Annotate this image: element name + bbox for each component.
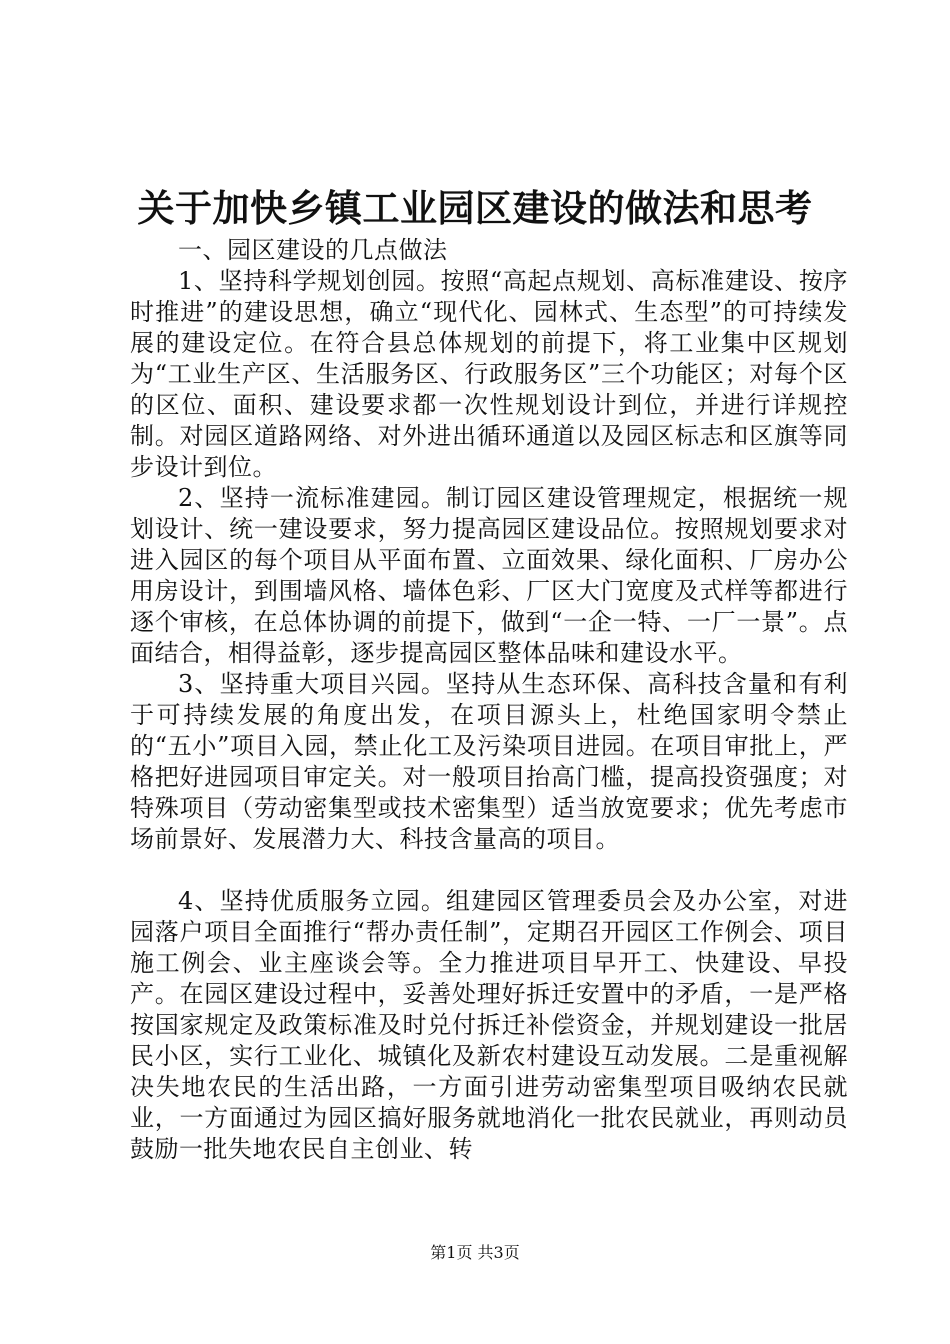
section-heading: 一、园区建设的几点做法 [178, 236, 448, 264]
paragraph-2: 2、坚持一流标准建园。制订园区建设管理规定，根据统一规划设计、统一建设要求，努力提高园区建设品位。按照规划要求对进入园区的每个项目从平面布置、立面效果、绿化面积、厂房办公用房设计，到围墙风格、墙体色彩、厂区大门宽度及式样等都进行逐个审核，在总体协调的前提下，做到“一企一特、一厂一景”。点面结合，相得益彰，逐步提高园区整体品味和建设水平。 [130, 484, 848, 667]
paragraph-3: 3、坚持重大项目兴园。坚持从生态环保、高科技含量和有利于可持续发展的角度出发，在项目源头上，杜绝国家明令禁止的“五小”项目入园，禁止化工及污染项目进园。在项目审批上，严格把好进园项目审定关。对一般项目抬高门槛，提高投资强度；对特殊项目（劳动密集型或技术密集型）适当放宽要求；优先考虑市场前景好、发展潜力大、科技含量高的项目。 [130, 670, 848, 853]
document-body [130, 235, 848, 1165]
paragraph-4: 4、坚持优质服务立园。组建园区管理委员会及办公室，对进园落户项目全面推行“帮办责任制”，定期召开园区工作例会、项目施工例会、业主座谈会等。全力推进项目早开工、快建设、早投产。在园区建设过程中，妥善处理好拆迁安置中的矛盾，一是严格按国家规定及政策标准及时兑付拆迁补偿资金，并规划建设一批居民小区，实行工业化、城镇化及新农村建设互动发展。二是重视解决失地农民的生活出路，一方面引进劳动密集型项目吸纳农民就业，一方面通过为园区搞好服务就地消化一批农民就业，再则动员鼓励一批失地农民自主创业、转 [130, 887, 848, 1163]
page-title: 关于加快乡镇工业园区建设的做法和思考 [137, 187, 813, 230]
paragraph-1: 1、坚持科学规划创园。按照“高起点规划、高标准建设、按序时推进”的建设思想，确立“现代化、园林式、生态型”的可持续发展的建设定位。在符合县总体规划的前提下，将工业集中区规划为“工业生产区、生活服务区、行政服务区”三个功能区；对每个区的区位、面积、建设要求都一次性规划设计到位，并进行详规控制。对园区道路网络、对外进出循环通道以及园区标志和区旗等同步设计到位。 [130, 267, 848, 481]
page-number-footer: 第1页 共3页 [430, 1243, 520, 1262]
